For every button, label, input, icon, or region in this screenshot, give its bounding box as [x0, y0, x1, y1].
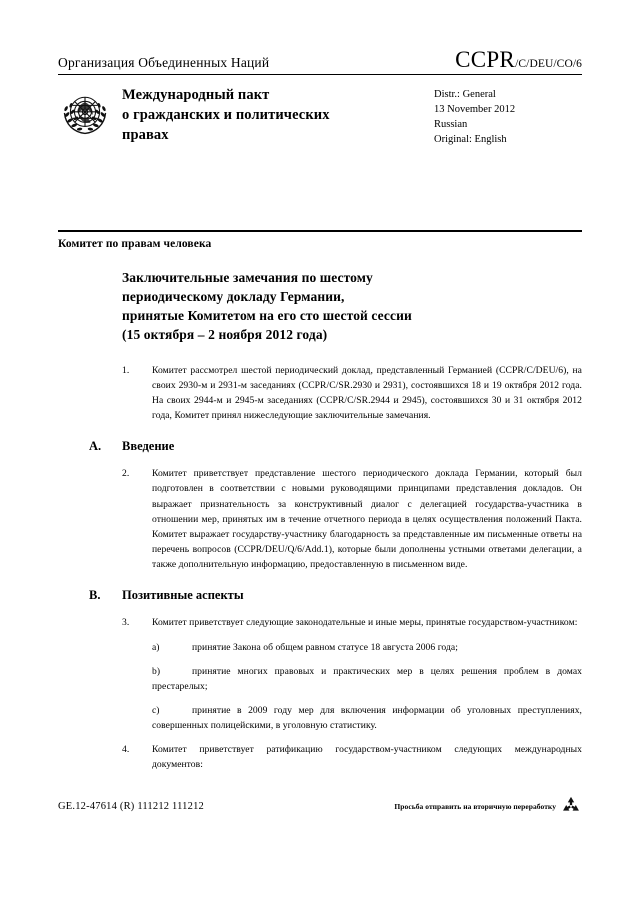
paragraph-3-number: 3.	[122, 617, 130, 629]
subparagraph-3b-letter: b)	[152, 665, 161, 677]
covenant-title-line-1: Международный пакт	[122, 87, 270, 103]
paragraph-4-number: 4.	[122, 744, 130, 756]
section-a-title: Введение	[122, 439, 175, 454]
subparagraph-3c-letter: c)	[152, 704, 160, 716]
distribution-language: Russian	[434, 118, 468, 130]
paragraph-3-text: Комитет приветствует следующие законодательные и иные меры, принятые государством-участником:	[152, 617, 578, 629]
subparagraph-3a	[122, 640, 582, 655]
recycle-notice-text: Просьба отправить на вторичную переработку	[394, 801, 556, 811]
section-a-letter: A.	[89, 439, 102, 454]
distribution-type: Distr.: General	[434, 89, 496, 100]
header-divider-thick	[58, 230, 582, 232]
masthead	[58, 48, 582, 148]
paragraph-4	[122, 742, 582, 772]
subparagraph-3c-text: принятие в 2009 году мер для включения информации об уголовных преступлениях, совершенных полицейскими, в уголовную статистику.	[152, 704, 582, 732]
page-title-line-3: принятые Комитетом на его сто шестой сессии	[122, 308, 412, 324]
distribution-block	[434, 85, 582, 148]
page-title-line-1: Заключительные замечания по шестому	[122, 270, 373, 285]
section-heading-a	[89, 439, 582, 454]
paragraph-2-number: 2.	[122, 468, 130, 480]
section-heading-b	[89, 588, 582, 603]
committee-name: Комитет по правам человека	[58, 238, 212, 250]
covenant-title-line-2: о гражданских и политических	[122, 107, 330, 123]
section-b-letter: B.	[89, 588, 101, 603]
masthead-divider-thin	[58, 74, 582, 75]
page-title-line-4: (15 октября – 2 ноября 2012 года)	[122, 327, 328, 343]
paragraph-1-text: Комитет рассмотрел шестой периодический доклад, представленный Германией (CCPR/C/DEU/6), на своих 2930-м и 2931-м заседаниях (CCPR/C/SR.2930 и 2931), состоявшихся 18 и 19 октября 2012 года. На своих 2944-м и 2945-м заседаниях (CCPR/C/SR.2944 и 2945), состоявшихся 30 и 31 октября 2012 года, Комитет принял нижеследующие заключительные замечания.	[152, 364, 582, 422]
page-footer	[58, 795, 582, 817]
subparagraph-3b	[122, 664, 582, 694]
document-symbol-main: CCPR	[455, 47, 516, 72]
distribution-date: 13 November 2012	[434, 103, 516, 115]
paragraph-2	[122, 466, 582, 572]
masthead-top-row	[58, 48, 582, 73]
document-content	[89, 268, 582, 782]
subparagraph-3a-text: принятие Закона об общем равном статусе 18 августа 2006 года;	[192, 641, 458, 653]
paragraph-1-number: 1.	[122, 364, 130, 376]
section-b-title: Позитивные аспекты	[122, 588, 244, 603]
paragraph-4-text: Комитет приветствует ратификацию государством-участником следующих международных документов:	[152, 744, 582, 771]
recycle-notice	[394, 795, 582, 817]
covenant-title-line-3: правах	[122, 127, 169, 143]
page-title-line-2: периодическому докладу Германии,	[122, 289, 345, 305]
recycle-icon	[560, 795, 582, 817]
paragraph-2-text: Комитет приветствует представление шестого периодического доклада Германии, который был подготовлен в соответствии с новыми руководящими принципами представления докладов. Он выражает признательность за конструктивный диалог с делегацией государства-участника в отношении мер, принятых им в течение отчетного периода в целях осуществления положений Пакта. Комитет выражает государству-участнику благодарность за представленные им письменные ответы на перечень вопросов (CCPR/DEU/Q/6/Add.1), которые были дополнены устными ответами делегации, а также дополнительную информацию, предоставленную в письменном виде.	[152, 468, 582, 571]
subparagraph-3c	[122, 703, 582, 733]
masthead-body-row	[58, 85, 582, 148]
organization-name: Организация Объединенных Наций	[58, 55, 270, 70]
document-symbol	[455, 48, 582, 71]
subparagraph-3b-text: принятие многих правовых и практических мер в целях решения проблем в домах престарелых;	[152, 665, 582, 692]
covenant-title	[120, 85, 434, 145]
paragraph-3	[122, 615, 582, 630]
subparagraph-3a-letter: a)	[152, 641, 160, 653]
paragraph-1	[122, 363, 582, 424]
emblem-cell	[58, 85, 120, 141]
document-symbol-suffix: /C/DEU/CO/6	[515, 58, 582, 70]
page-title	[122, 268, 582, 345]
distribution-original: Original: English	[434, 133, 507, 145]
job-number: GE.12-47614 (R) 111212 111212	[58, 800, 204, 812]
un-emblem-icon	[58, 87, 112, 141]
